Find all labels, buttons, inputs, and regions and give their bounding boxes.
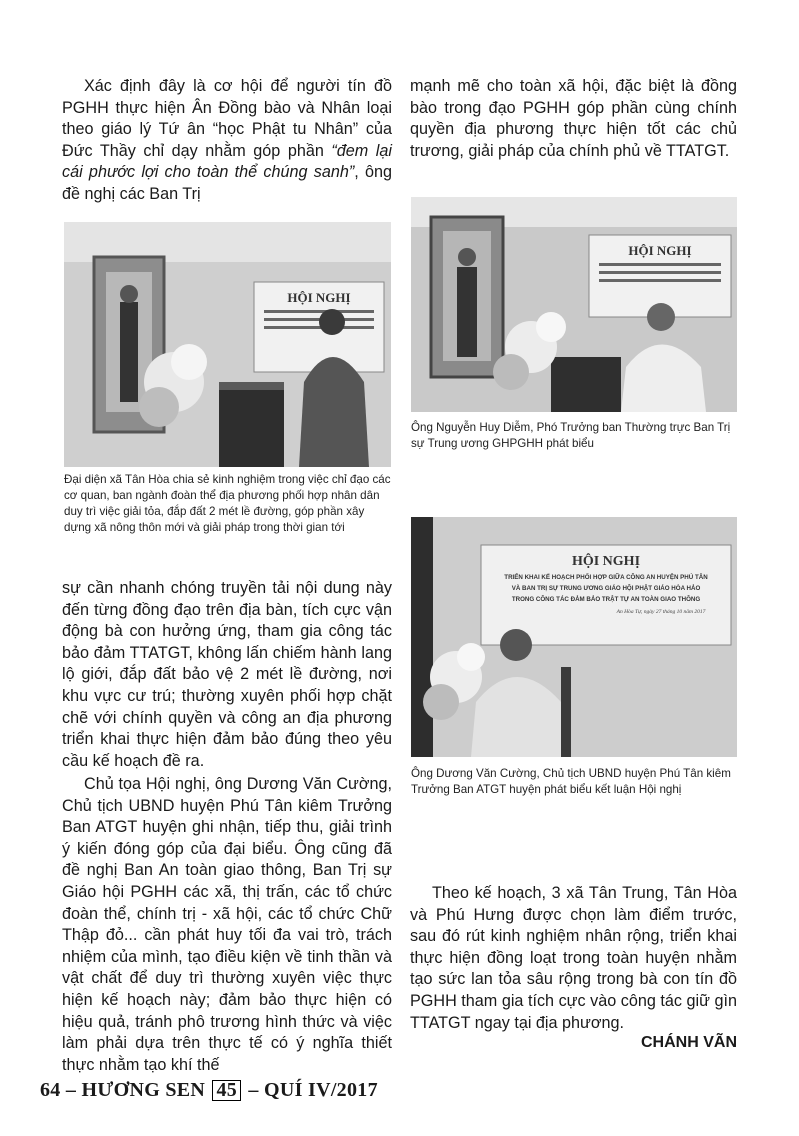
col1-top-text bbox=[62, 76, 392, 206]
photo3-banner-line1: TRIỂN KHAI KẾ HOẠCH PHỐI HỢP GIỮA CÔNG AN HUYỆN PHÚ TÂN bbox=[504, 574, 708, 581]
col1-mid-text bbox=[62, 578, 392, 772]
photo3-caption-text: Ông Dương Văn Cường, Chủ tịch UBND huyện Phú Tân kiêm Trưởng Ban ATGT huyện phát biểu kết luận Hội nghị bbox=[411, 767, 731, 796]
photo2-banner-title: HỘI NGHỊ bbox=[628, 243, 692, 258]
col1-bottom-text bbox=[62, 774, 392, 1076]
col2-top-paragraph: mạnh mẽ cho toàn xã hội, đặc biệt là đồng bào trong đạo PGHH góp phần cùng chính quyền địa phương thực hiện tốt các chủ trương, giải pháp của chính phủ về TTATGT. bbox=[410, 77, 737, 160]
page-number: 64 bbox=[40, 1079, 61, 1101]
photo2-caption bbox=[411, 420, 737, 452]
photo3-caption bbox=[411, 766, 737, 798]
photo3-banner-title: HỘI NGHỊ bbox=[571, 554, 641, 569]
col2-bottom-paragraph: Theo kế hoạch, 3 xã Tân Trung, Tân Hòa và Phú Hưng được chọn làm điểm trước, sau đó rút kinh nghiệm nhân rộng, triển khai thực hiện đồng loạt trong toàn huyện nhằm tạo sức lan tỏa sâu rộng trong bà con tín đồ PGHH tham gia tích cực vào công tác giữ gìn TTATGT ngay tại địa phương. bbox=[410, 884, 737, 1032]
photo-tan-hoa-speaker bbox=[64, 222, 391, 467]
col1-top-part3: , ông đề nghị các Ban Trị bbox=[62, 163, 392, 203]
magazine-name: – HƯƠNG SEN bbox=[65, 1079, 206, 1101]
page-footer bbox=[40, 1079, 378, 1102]
col1-mid-paragraph: sự cần nhanh chóng truyền tải nội dung này đến từng đồng đạo trên địa bàn, tích cực vận động bà con hưởng ứng, tham gia công tác bảo đảm TTATGT, không lấn chiếm hành lang lộ giới, đắp đất bảo vệ 2 mét lề đường, nơi khu vực cư trú; thường xuyên phối hợp chặt chẽ với chính quyền và công an địa phương triển khai thực hiện đảm bảo đúng theo yêu cầu kế hoạch đề ra. bbox=[62, 579, 392, 770]
col2-top-text bbox=[410, 76, 737, 162]
photo1-caption-text: Đại diện xã Tân Hòa chia sẻ kinh nghiệm trong việc chỉ đạo các cơ quan, ban ngành đoàn thể địa phương phối hợp nhân dân duy trì việc giải tỏa, đắp đất 2 mét lề đường, góp phần xây dựng xã nông thôn mới và giải pháp trong thời gian tới bbox=[64, 473, 391, 534]
col1-top-quote: “đem lại cái phước lợi cho toàn thể chúng sanh” bbox=[62, 141, 392, 182]
photo3-banner-date: An Hòa Tự, ngày 27 tháng 10 năm 2017 bbox=[616, 609, 706, 615]
col2-bottom-text bbox=[410, 883, 737, 1034]
col1-top-part1: Xác định đây là cơ hội để người tín đồ PGHH thực hiện Ân Đồng bào và Nhân loại theo giáo lý Tứ ân “học Phật tu Nhân” của Đức Thầy chỉ dạy nhằm góp phần bbox=[62, 77, 392, 160]
photo1-banner-title: HỘI NGHỊ bbox=[287, 290, 351, 305]
author-signature: CHÁNH VÃN bbox=[641, 1034, 737, 1051]
photo-duong-van-cuong bbox=[411, 517, 737, 757]
col1-bottom-paragraph: Chủ tọa Hội nghị, ông Dương Văn Cường, Chủ tịch UBND huyện Phú Tân kiêm Trưởng Ban ATGT huyện ghi nhận, tiếp thu, giải trình ý kiến đóng góp của đại biểu. Ông cũng đã đề nghị Ban An toàn giao thông, Ban Trị sự Giáo hội PGHH các xã, thị trấn, các tổ chức đoàn thể, chính trị - xã hội, các tổ chức Chữ Thập đỏ... cần phát huy tối đa vai trò, trách nhiệm của mình, tạo điều kiện về tinh thần và vật chất để duy trì thường xuyên việc thực hiện kế hoạch này; đảm bảo thực hiện có hiệu quả, tránh phô trương hình thức và việc làm phải dựa trên thực tế có ý nghĩa thiết thực nhằm tạo khí thế bbox=[62, 775, 392, 1074]
issue-quarter: – QUÍ IV/2017 bbox=[248, 1079, 378, 1101]
photo1-caption bbox=[64, 472, 392, 536]
photo3-banner-line3: TRONG CÔNG TÁC ĐẢM BẢO TRẬT TỰ AN TOÀN GIAO THÔNG bbox=[511, 596, 701, 603]
issue-number: 45 bbox=[212, 1080, 241, 1101]
photo2-caption-text: Ông Nguyễn Huy Diễm, Phó Trưởng ban Thường trực Ban Trị sự Trung ương GHPGHH phát biểu bbox=[411, 421, 731, 450]
photo3-banner-line2: VÀ BAN TRỊ SỰ TRUNG ƯƠNG GIÁO HỘI PHẬT GIÁO HÒA HẢO bbox=[511, 585, 701, 592]
photo-nguyen-huy-diem bbox=[411, 197, 737, 412]
